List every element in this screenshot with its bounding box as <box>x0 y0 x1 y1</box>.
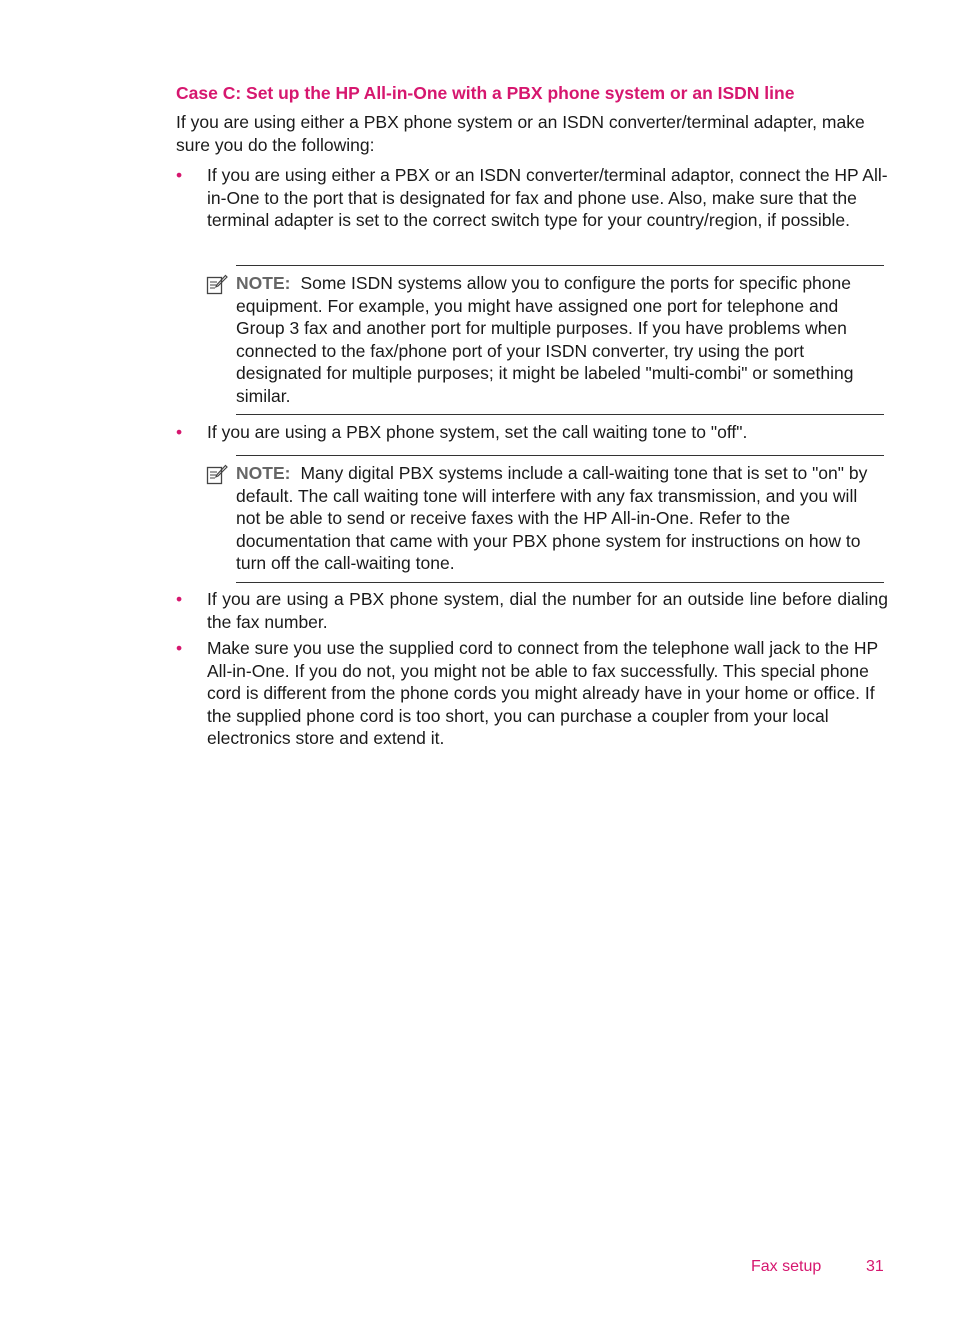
list-item <box>176 637 888 750</box>
note-box <box>236 265 884 415</box>
page-number: 31 <box>866 1258 884 1275</box>
bullet-icon: • <box>176 165 183 185</box>
bullet-icon: • <box>176 422 183 442</box>
list-item <box>176 421 888 444</box>
note-pencil-icon <box>206 464 228 486</box>
bullet-icon: • <box>176 589 183 609</box>
note-label: NOTE: <box>236 463 291 483</box>
note-box <box>236 455 884 583</box>
note-text: Many digital PBX systems include a call-waiting tone that is set to "on" by default. The call waiting tone will interfere with any fax transmission, and you will not be able to send or receive faxes with the HP All-in-One. Refer to the documentation that came with your PBX phone system for instructions on how to turn off the call-waiting tone. <box>236 463 868 573</box>
section-heading: Case C: Set up the HP All-in-One with a PBX phone system or an ISDN line <box>176 83 795 103</box>
note-text: Some ISDN systems allow you to configure the ports for specific phone equipment. For example, you might have assigned one port for telephone and Group 3 fax and another port for multiple purposes. If you have problems when connected to the fax/phone port of your ISDN converter, try using the port designated for multiple purposes; it might be labeled "multi-combi" or something similar. <box>236 273 854 406</box>
list-item-text: If you are using a PBX phone system, dial the number for an outside line before dialing the fax number. <box>207 589 888 632</box>
list-item-text: If you are using a PBX phone system, set the call waiting tone to "off". <box>207 422 748 442</box>
note-pencil-icon <box>206 274 228 296</box>
intro-paragraph: If you are using either a PBX phone system or an ISDN converter/terminal adapter, make sure you do the following: <box>176 112 865 155</box>
list-item-text: Make sure you use the supplied cord to connect from the telephone wall jack to the HP All-in-One. If you do not, you might not be able to fax successfully. This special phone cord is different from the phone cords you might already have in your home or office. If the supplied phone cord is too short, you can purchase a coupler from your local electronics store and extend it. <box>207 638 878 748</box>
list-item <box>176 588 888 633</box>
footer-section-title: Fax setup <box>751 1258 822 1275</box>
list-item <box>176 164 888 232</box>
note-label: NOTE: <box>236 273 291 293</box>
bullet-icon: • <box>176 638 183 658</box>
list-item-text: If you are using either a PBX or an ISDN converter/terminal adaptor, connect the HP All-in-One to the port that is designated for fax and phone use. Also, make sure that the terminal adapter is set to the correct switch type for your country/region, if possible. <box>207 165 888 230</box>
